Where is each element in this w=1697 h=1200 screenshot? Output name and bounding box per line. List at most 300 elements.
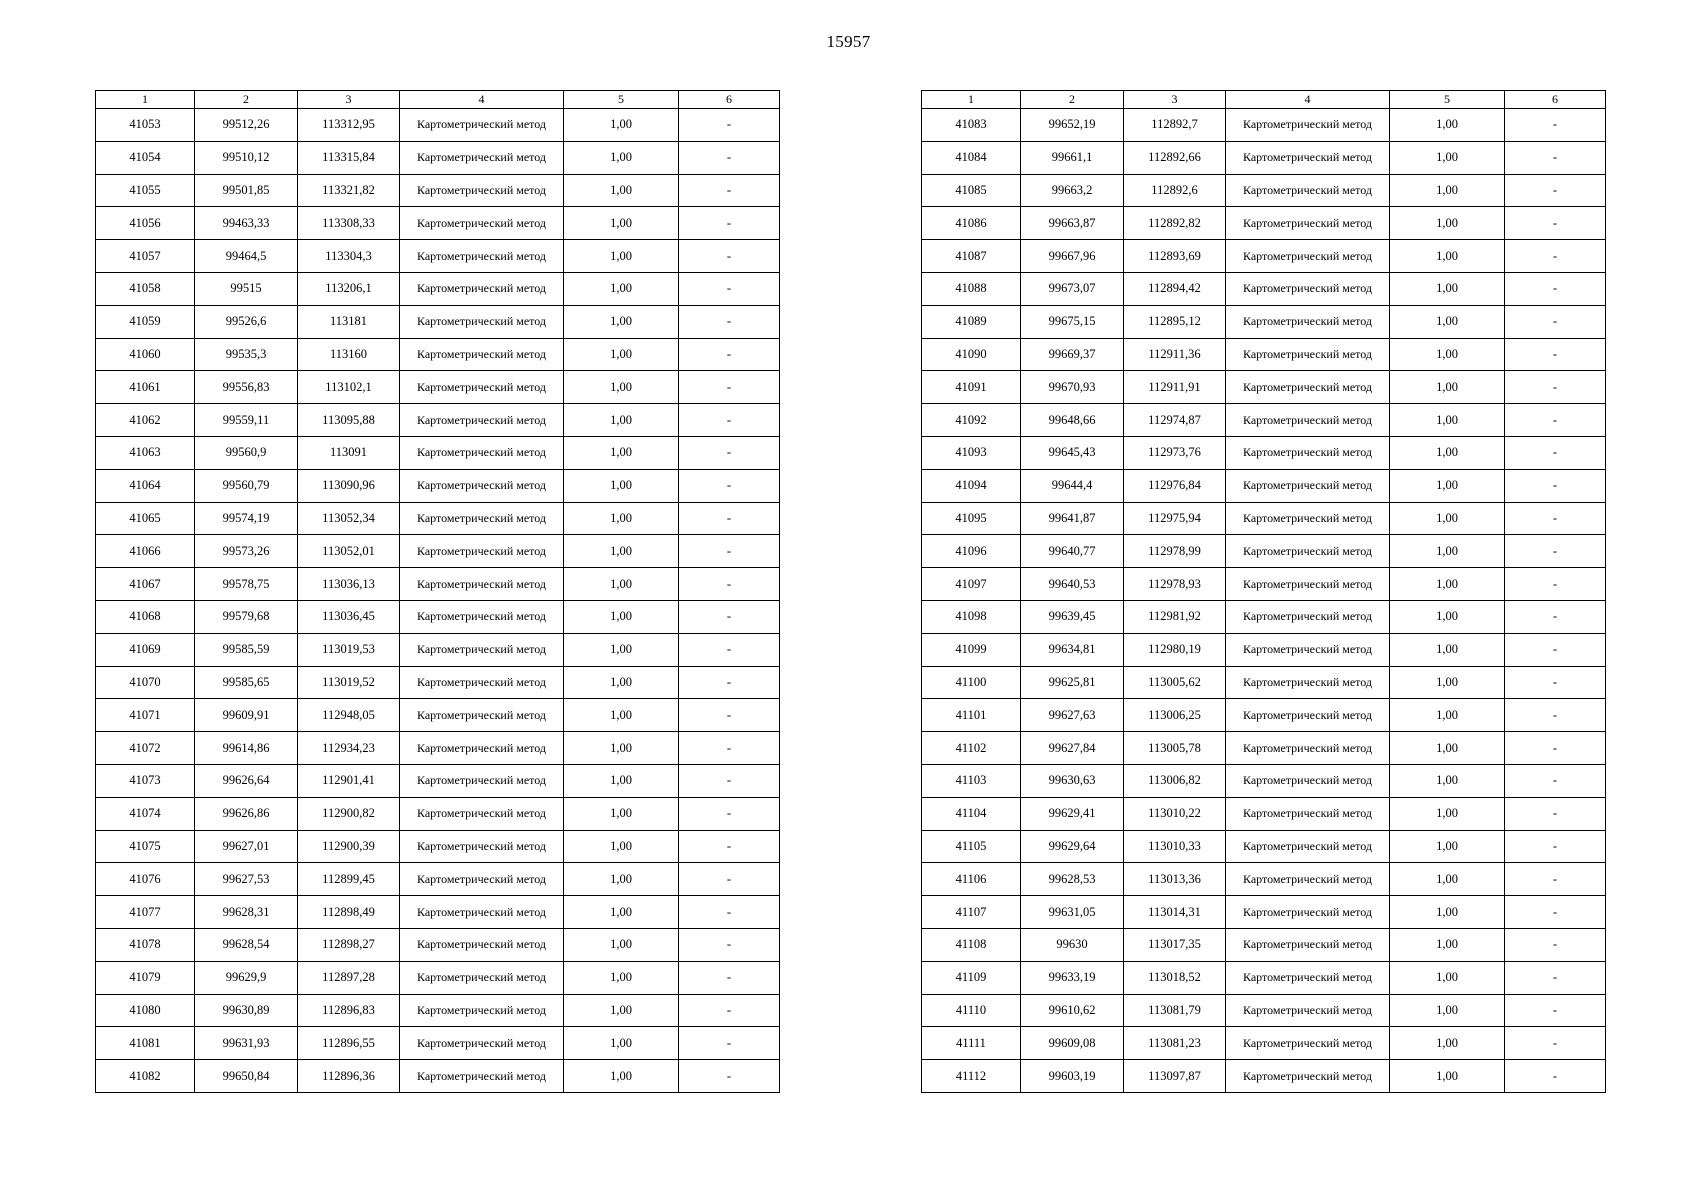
method-cell: Картометрический метод bbox=[1226, 535, 1390, 568]
y-coordinate-cell: 113095,88 bbox=[298, 404, 400, 437]
x-coordinate-cell: 99579,68 bbox=[195, 600, 298, 633]
method-cell: Картометрический метод bbox=[400, 797, 564, 830]
table-header-row bbox=[96, 91, 780, 109]
accuracy-cell: 1,00 bbox=[564, 961, 679, 994]
accuracy-cell: 1,00 bbox=[1390, 305, 1505, 338]
method-cell: Картометрический метод bbox=[400, 1027, 564, 1060]
table-row bbox=[96, 305, 780, 338]
y-coordinate-cell: 112892,82 bbox=[1124, 207, 1226, 240]
note-cell: - bbox=[1505, 371, 1606, 404]
method-cell: Картометрический метод bbox=[400, 600, 564, 633]
table-row bbox=[96, 928, 780, 961]
y-coordinate-cell: 113052,34 bbox=[298, 502, 400, 535]
point-number-cell: 41097 bbox=[922, 568, 1021, 601]
method-cell: Картометрический метод bbox=[1226, 338, 1390, 371]
accuracy-cell: 1,00 bbox=[1390, 109, 1505, 142]
y-coordinate-cell: 112980,19 bbox=[1124, 633, 1226, 666]
point-number-cell: 41102 bbox=[922, 732, 1021, 765]
table-row bbox=[96, 633, 780, 666]
note-cell: - bbox=[1505, 1060, 1606, 1093]
x-coordinate-cell: 99670,93 bbox=[1021, 371, 1124, 404]
y-coordinate-cell: 112897,28 bbox=[298, 961, 400, 994]
x-coordinate-cell: 99625,81 bbox=[1021, 666, 1124, 699]
method-cell: Картометрический метод bbox=[1226, 404, 1390, 437]
coordinates-table-right bbox=[921, 90, 1606, 1093]
y-coordinate-cell: 113081,23 bbox=[1124, 1027, 1226, 1060]
method-cell: Картометрический метод bbox=[1226, 207, 1390, 240]
method-cell: Картометрический метод bbox=[400, 469, 564, 502]
method-cell: Картометрический метод bbox=[400, 830, 564, 863]
note-cell: - bbox=[1505, 732, 1606, 765]
y-coordinate-cell: 113097,87 bbox=[1124, 1060, 1226, 1093]
method-cell: Картометрический метод bbox=[400, 305, 564, 338]
y-coordinate-cell: 113206,1 bbox=[298, 272, 400, 305]
x-coordinate-cell: 99585,65 bbox=[195, 666, 298, 699]
point-number-cell: 41107 bbox=[922, 896, 1021, 929]
column-header: 5 bbox=[1390, 91, 1505, 109]
table-row bbox=[922, 928, 1606, 961]
method-cell: Картометрический метод bbox=[1226, 863, 1390, 896]
table-row bbox=[922, 830, 1606, 863]
method-cell: Картометрический метод bbox=[400, 371, 564, 404]
x-coordinate-cell: 99644,4 bbox=[1021, 469, 1124, 502]
column-header: 6 bbox=[679, 91, 780, 109]
point-number-cell: 41088 bbox=[922, 272, 1021, 305]
accuracy-cell: 1,00 bbox=[564, 764, 679, 797]
table-row bbox=[96, 830, 780, 863]
x-coordinate-cell: 99464,5 bbox=[195, 240, 298, 273]
table-row bbox=[96, 109, 780, 142]
point-number-cell: 41068 bbox=[96, 600, 195, 633]
x-coordinate-cell: 99627,63 bbox=[1021, 699, 1124, 732]
accuracy-cell: 1,00 bbox=[1390, 174, 1505, 207]
x-coordinate-cell: 99627,53 bbox=[195, 863, 298, 896]
x-coordinate-cell: 99639,45 bbox=[1021, 600, 1124, 633]
table-header-row bbox=[922, 91, 1606, 109]
table-row bbox=[922, 699, 1606, 732]
x-coordinate-cell: 99510,12 bbox=[195, 141, 298, 174]
y-coordinate-cell: 112974,87 bbox=[1124, 404, 1226, 437]
y-coordinate-cell: 112911,36 bbox=[1124, 338, 1226, 371]
note-cell: - bbox=[679, 568, 780, 601]
table-row bbox=[96, 1060, 780, 1093]
accuracy-cell: 1,00 bbox=[564, 994, 679, 1027]
point-number-cell: 41100 bbox=[922, 666, 1021, 699]
y-coordinate-cell: 113052,01 bbox=[298, 535, 400, 568]
table-row bbox=[922, 469, 1606, 502]
y-coordinate-cell: 113014,31 bbox=[1124, 896, 1226, 929]
point-number-cell: 41108 bbox=[922, 928, 1021, 961]
y-coordinate-cell: 112978,99 bbox=[1124, 535, 1226, 568]
x-coordinate-cell: 99628,53 bbox=[1021, 863, 1124, 896]
point-number-cell: 41090 bbox=[922, 338, 1021, 371]
y-coordinate-cell: 113013,36 bbox=[1124, 863, 1226, 896]
point-number-cell: 41054 bbox=[96, 141, 195, 174]
x-coordinate-cell: 99630,89 bbox=[195, 994, 298, 1027]
note-cell: - bbox=[679, 896, 780, 929]
y-coordinate-cell: 113081,79 bbox=[1124, 994, 1226, 1027]
note-cell: - bbox=[1505, 797, 1606, 830]
table-row bbox=[922, 568, 1606, 601]
table-row bbox=[96, 240, 780, 273]
method-cell: Картометрический метод bbox=[400, 207, 564, 240]
y-coordinate-cell: 113036,13 bbox=[298, 568, 400, 601]
note-cell: - bbox=[679, 469, 780, 502]
note-cell: - bbox=[679, 305, 780, 338]
point-number-cell: 41070 bbox=[96, 666, 195, 699]
method-cell: Картометрический метод bbox=[1226, 141, 1390, 174]
x-coordinate-cell: 99633,19 bbox=[1021, 961, 1124, 994]
table-row bbox=[96, 338, 780, 371]
y-coordinate-cell: 113010,33 bbox=[1124, 830, 1226, 863]
y-coordinate-cell: 112934,23 bbox=[298, 732, 400, 765]
table-row bbox=[922, 863, 1606, 896]
note-cell: - bbox=[1505, 961, 1606, 994]
point-number-cell: 41104 bbox=[922, 797, 1021, 830]
method-cell: Картометрический метод bbox=[1226, 502, 1390, 535]
accuracy-cell: 1,00 bbox=[564, 305, 679, 338]
x-coordinate-cell: 99628,54 bbox=[195, 928, 298, 961]
table-row bbox=[922, 764, 1606, 797]
note-cell: - bbox=[1505, 272, 1606, 305]
x-coordinate-cell: 99675,15 bbox=[1021, 305, 1124, 338]
point-number-cell: 41074 bbox=[96, 797, 195, 830]
accuracy-cell: 1,00 bbox=[1390, 633, 1505, 666]
table-row bbox=[922, 502, 1606, 535]
point-number-cell: 41077 bbox=[96, 896, 195, 929]
note-cell: - bbox=[1505, 535, 1606, 568]
point-number-cell: 41058 bbox=[96, 272, 195, 305]
y-coordinate-cell: 112973,76 bbox=[1124, 436, 1226, 469]
x-coordinate-cell: 99648,66 bbox=[1021, 404, 1124, 437]
accuracy-cell: 1,00 bbox=[564, 732, 679, 765]
accuracy-cell: 1,00 bbox=[564, 207, 679, 240]
note-cell: - bbox=[1505, 633, 1606, 666]
table-row bbox=[922, 207, 1606, 240]
y-coordinate-cell: 112976,84 bbox=[1124, 469, 1226, 502]
y-coordinate-cell: 112899,45 bbox=[298, 863, 400, 896]
point-number-cell: 41079 bbox=[96, 961, 195, 994]
table-row bbox=[922, 961, 1606, 994]
method-cell: Картометрический метод bbox=[1226, 371, 1390, 404]
note-cell: - bbox=[1505, 338, 1606, 371]
method-cell: Картометрический метод bbox=[400, 502, 564, 535]
method-cell: Картометрический метод bbox=[400, 568, 564, 601]
accuracy-cell: 1,00 bbox=[1390, 535, 1505, 568]
column-header: 3 bbox=[298, 91, 400, 109]
y-coordinate-cell: 112893,69 bbox=[1124, 240, 1226, 273]
y-coordinate-cell: 112892,7 bbox=[1124, 109, 1226, 142]
note-cell: - bbox=[679, 272, 780, 305]
y-coordinate-cell: 112896,55 bbox=[298, 1027, 400, 1060]
method-cell: Картометрический метод bbox=[1226, 666, 1390, 699]
table-row bbox=[96, 1027, 780, 1060]
table-row bbox=[96, 141, 780, 174]
table-row bbox=[96, 174, 780, 207]
x-coordinate-cell: 99560,9 bbox=[195, 436, 298, 469]
x-coordinate-cell: 99630 bbox=[1021, 928, 1124, 961]
point-number-cell: 41082 bbox=[96, 1060, 195, 1093]
table-row bbox=[922, 666, 1606, 699]
y-coordinate-cell: 112978,93 bbox=[1124, 568, 1226, 601]
accuracy-cell: 1,00 bbox=[564, 272, 679, 305]
point-number-cell: 41094 bbox=[922, 469, 1021, 502]
accuracy-cell: 1,00 bbox=[1390, 371, 1505, 404]
method-cell: Картометрический метод bbox=[400, 732, 564, 765]
x-coordinate-cell: 99634,81 bbox=[1021, 633, 1124, 666]
table-row bbox=[922, 305, 1606, 338]
note-cell: - bbox=[679, 863, 780, 896]
accuracy-cell: 1,00 bbox=[1390, 994, 1505, 1027]
column-header: 5 bbox=[564, 91, 679, 109]
x-coordinate-cell: 99526,6 bbox=[195, 305, 298, 338]
point-number-cell: 41103 bbox=[922, 764, 1021, 797]
note-cell: - bbox=[1505, 896, 1606, 929]
y-coordinate-cell: 113181 bbox=[298, 305, 400, 338]
method-cell: Картометрический метод bbox=[400, 109, 564, 142]
accuracy-cell: 1,00 bbox=[1390, 732, 1505, 765]
column-header: 2 bbox=[195, 91, 298, 109]
method-cell: Картометрический метод bbox=[1226, 633, 1390, 666]
accuracy-cell: 1,00 bbox=[1390, 240, 1505, 273]
point-number-cell: 41081 bbox=[96, 1027, 195, 1060]
x-coordinate-cell: 99585,59 bbox=[195, 633, 298, 666]
x-coordinate-cell: 99559,11 bbox=[195, 404, 298, 437]
y-coordinate-cell: 112898,49 bbox=[298, 896, 400, 929]
column-header: 1 bbox=[96, 91, 195, 109]
method-cell: Картометрический метод bbox=[1226, 699, 1390, 732]
point-number-cell: 41096 bbox=[922, 535, 1021, 568]
table-row bbox=[922, 338, 1606, 371]
point-number-cell: 41061 bbox=[96, 371, 195, 404]
point-number-cell: 41072 bbox=[96, 732, 195, 765]
x-coordinate-cell: 99641,87 bbox=[1021, 502, 1124, 535]
y-coordinate-cell: 113006,82 bbox=[1124, 764, 1226, 797]
note-cell: - bbox=[1505, 469, 1606, 502]
point-number-cell: 41105 bbox=[922, 830, 1021, 863]
note-cell: - bbox=[679, 666, 780, 699]
point-number-cell: 41064 bbox=[96, 469, 195, 502]
x-coordinate-cell: 99645,43 bbox=[1021, 436, 1124, 469]
accuracy-cell: 1,00 bbox=[564, 404, 679, 437]
note-cell: - bbox=[679, 1060, 780, 1093]
accuracy-cell: 1,00 bbox=[564, 600, 679, 633]
note-cell: - bbox=[679, 207, 780, 240]
x-coordinate-cell: 99629,41 bbox=[1021, 797, 1124, 830]
table-row bbox=[96, 666, 780, 699]
x-coordinate-cell: 99628,31 bbox=[195, 896, 298, 929]
point-number-cell: 41078 bbox=[96, 928, 195, 961]
accuracy-cell: 1,00 bbox=[564, 928, 679, 961]
accuracy-cell: 1,00 bbox=[564, 797, 679, 830]
accuracy-cell: 1,00 bbox=[564, 469, 679, 502]
x-coordinate-cell: 99626,64 bbox=[195, 764, 298, 797]
table-row bbox=[922, 272, 1606, 305]
point-number-cell: 41095 bbox=[922, 502, 1021, 535]
method-cell: Картометрический метод bbox=[1226, 928, 1390, 961]
x-coordinate-cell: 99556,83 bbox=[195, 371, 298, 404]
accuracy-cell: 1,00 bbox=[1390, 600, 1505, 633]
table-row bbox=[96, 568, 780, 601]
table-row bbox=[96, 535, 780, 568]
note-cell: - bbox=[1505, 109, 1606, 142]
accuracy-cell: 1,00 bbox=[564, 666, 679, 699]
accuracy-cell: 1,00 bbox=[564, 371, 679, 404]
note-cell: - bbox=[1505, 240, 1606, 273]
y-coordinate-cell: 112981,92 bbox=[1124, 600, 1226, 633]
accuracy-cell: 1,00 bbox=[564, 1060, 679, 1093]
note-cell: - bbox=[679, 764, 780, 797]
accuracy-cell: 1,00 bbox=[564, 830, 679, 863]
point-number-cell: 41084 bbox=[922, 141, 1021, 174]
point-number-cell: 41053 bbox=[96, 109, 195, 142]
x-coordinate-cell: 99640,53 bbox=[1021, 568, 1124, 601]
accuracy-cell: 1,00 bbox=[1390, 502, 1505, 535]
column-header: 3 bbox=[1124, 91, 1226, 109]
point-number-cell: 41075 bbox=[96, 830, 195, 863]
point-number-cell: 41099 bbox=[922, 633, 1021, 666]
method-cell: Картометрический метод bbox=[400, 896, 564, 929]
method-cell: Картометрический метод bbox=[400, 928, 564, 961]
table-body bbox=[96, 109, 780, 1093]
method-cell: Картометрический метод bbox=[1226, 600, 1390, 633]
method-cell: Картометрический метод bbox=[400, 666, 564, 699]
accuracy-cell: 1,00 bbox=[1390, 469, 1505, 502]
accuracy-cell: 1,00 bbox=[564, 436, 679, 469]
x-coordinate-cell: 99629,9 bbox=[195, 961, 298, 994]
x-coordinate-cell: 99669,37 bbox=[1021, 338, 1124, 371]
method-cell: Картометрический метод bbox=[1226, 174, 1390, 207]
y-coordinate-cell: 112900,39 bbox=[298, 830, 400, 863]
table-row bbox=[96, 699, 780, 732]
y-coordinate-cell: 113005,62 bbox=[1124, 666, 1226, 699]
table-row bbox=[96, 371, 780, 404]
table-row bbox=[922, 600, 1606, 633]
table-row bbox=[96, 469, 780, 502]
point-number-cell: 41057 bbox=[96, 240, 195, 273]
y-coordinate-cell: 113315,84 bbox=[298, 141, 400, 174]
table-row bbox=[96, 863, 780, 896]
method-cell: Картометрический метод bbox=[400, 699, 564, 732]
accuracy-cell: 1,00 bbox=[564, 1027, 679, 1060]
note-cell: - bbox=[1505, 600, 1606, 633]
note-cell: - bbox=[679, 732, 780, 765]
point-number-cell: 41069 bbox=[96, 633, 195, 666]
x-coordinate-cell: 99512,26 bbox=[195, 109, 298, 142]
note-cell: - bbox=[679, 797, 780, 830]
accuracy-cell: 1,00 bbox=[564, 863, 679, 896]
point-number-cell: 41109 bbox=[922, 961, 1021, 994]
accuracy-cell: 1,00 bbox=[564, 240, 679, 273]
table-row bbox=[96, 896, 780, 929]
x-coordinate-cell: 99673,07 bbox=[1021, 272, 1124, 305]
point-number-cell: 41092 bbox=[922, 404, 1021, 437]
accuracy-cell: 1,00 bbox=[564, 109, 679, 142]
x-coordinate-cell: 99573,26 bbox=[195, 535, 298, 568]
x-coordinate-cell: 99614,86 bbox=[195, 732, 298, 765]
note-cell: - bbox=[1505, 305, 1606, 338]
point-number-cell: 41080 bbox=[96, 994, 195, 1027]
table-row bbox=[922, 896, 1606, 929]
note-cell: - bbox=[679, 436, 780, 469]
accuracy-cell: 1,00 bbox=[1390, 764, 1505, 797]
y-coordinate-cell: 113304,3 bbox=[298, 240, 400, 273]
method-cell: Картометрический метод bbox=[1226, 994, 1390, 1027]
table-row bbox=[96, 502, 780, 535]
method-cell: Картометрический метод bbox=[1226, 1027, 1390, 1060]
table-row bbox=[922, 404, 1606, 437]
x-coordinate-cell: 99578,75 bbox=[195, 568, 298, 601]
accuracy-cell: 1,00 bbox=[564, 141, 679, 174]
table-row bbox=[922, 109, 1606, 142]
note-cell: - bbox=[679, 994, 780, 1027]
x-coordinate-cell: 99631,05 bbox=[1021, 896, 1124, 929]
point-number-cell: 41085 bbox=[922, 174, 1021, 207]
table-row bbox=[96, 404, 780, 437]
table-row bbox=[96, 600, 780, 633]
table-row bbox=[96, 732, 780, 765]
accuracy-cell: 1,00 bbox=[1390, 1060, 1505, 1093]
method-cell: Картометрический метод bbox=[1226, 109, 1390, 142]
y-coordinate-cell: 113090,96 bbox=[298, 469, 400, 502]
accuracy-cell: 1,00 bbox=[1390, 666, 1505, 699]
point-number-cell: 41065 bbox=[96, 502, 195, 535]
y-coordinate-cell: 112975,94 bbox=[1124, 502, 1226, 535]
column-header: 1 bbox=[922, 91, 1021, 109]
table-row bbox=[922, 633, 1606, 666]
y-coordinate-cell: 112911,91 bbox=[1124, 371, 1226, 404]
point-number-cell: 41111 bbox=[922, 1027, 1021, 1060]
accuracy-cell: 1,00 bbox=[564, 502, 679, 535]
accuracy-cell: 1,00 bbox=[564, 174, 679, 207]
x-coordinate-cell: 99609,91 bbox=[195, 699, 298, 732]
note-cell: - bbox=[679, 109, 780, 142]
y-coordinate-cell: 112896,83 bbox=[298, 994, 400, 1027]
table-row bbox=[922, 240, 1606, 273]
table-row bbox=[922, 174, 1606, 207]
note-cell: - bbox=[679, 141, 780, 174]
point-number-cell: 41073 bbox=[96, 764, 195, 797]
point-number-cell: 41071 bbox=[96, 699, 195, 732]
point-number-cell: 41101 bbox=[922, 699, 1021, 732]
note-cell: - bbox=[679, 240, 780, 273]
method-cell: Картометрический метод bbox=[1226, 961, 1390, 994]
y-coordinate-cell: 112901,41 bbox=[298, 764, 400, 797]
method-cell: Картометрический метод bbox=[400, 338, 564, 371]
method-cell: Картометрический метод bbox=[1226, 305, 1390, 338]
x-coordinate-cell: 99574,19 bbox=[195, 502, 298, 535]
column-header: 6 bbox=[1505, 91, 1606, 109]
method-cell: Картометрический метод bbox=[1226, 830, 1390, 863]
x-coordinate-cell: 99630,63 bbox=[1021, 764, 1124, 797]
accuracy-cell: 1,00 bbox=[564, 535, 679, 568]
method-cell: Картометрический метод bbox=[1226, 764, 1390, 797]
y-coordinate-cell: 113321,82 bbox=[298, 174, 400, 207]
y-coordinate-cell: 113006,25 bbox=[1124, 699, 1226, 732]
table-row bbox=[922, 371, 1606, 404]
accuracy-cell: 1,00 bbox=[1390, 1027, 1505, 1060]
note-cell: - bbox=[679, 371, 780, 404]
accuracy-cell: 1,00 bbox=[564, 568, 679, 601]
table-row bbox=[96, 764, 780, 797]
accuracy-cell: 1,00 bbox=[564, 896, 679, 929]
accuracy-cell: 1,00 bbox=[1390, 141, 1505, 174]
x-coordinate-cell: 99661,1 bbox=[1021, 141, 1124, 174]
coordinates-table-left bbox=[95, 90, 780, 1093]
x-coordinate-cell: 99631,93 bbox=[195, 1027, 298, 1060]
point-number-cell: 41056 bbox=[96, 207, 195, 240]
point-number-cell: 41087 bbox=[922, 240, 1021, 273]
